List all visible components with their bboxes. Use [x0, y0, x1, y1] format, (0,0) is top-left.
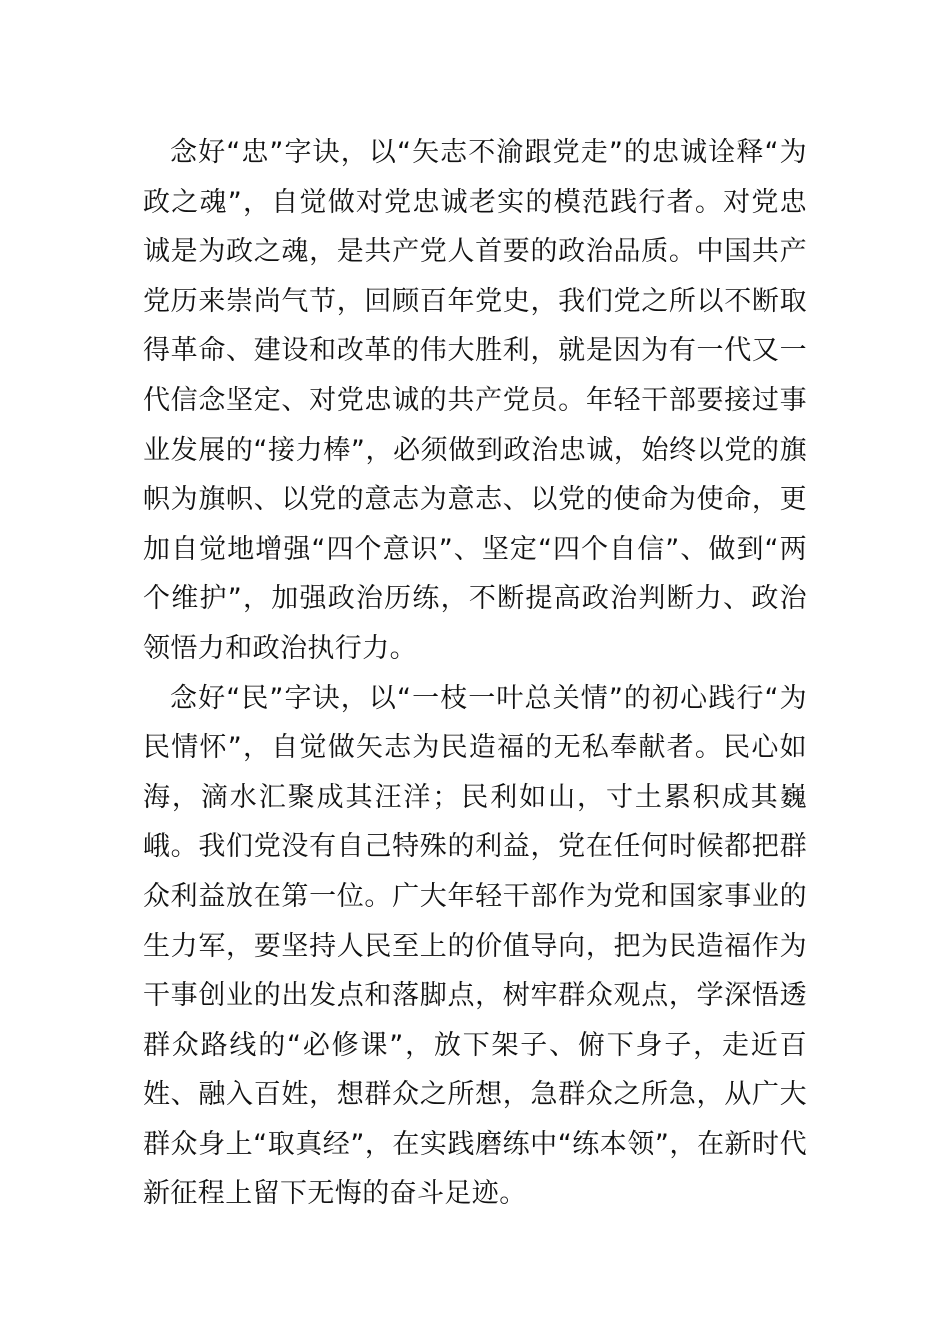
paragraph-people: 念好“民”字诀，以“一枝一叶总关情”的初心践行“为民情怀”，自觉做矢志为民造福的无私奉献者。民心如海，滴水汇聚成其汪洋；民利如山，寸土累积成其巍峨。我们党没有自己特殊的利益，党在任何时候都把群众利益放在第一位。广大年轻干部作为党和国家事业的生力军，要坚持人民至上的价值导向，把为民造福作为干事创业的出发点和落脚点，树牢群众观点，学深悟透群众路线的“必修课”，放下架子、俯下身子，走近百姓、融入百姓，想群众之所想，急群众之所急，从广大群众身上“取真经”，在实践磨练中“练本领”，在新时代新征程上留下无悔的奋斗足迹。	[143, 682, 807, 1210]
document-body	[143, 128, 807, 1219]
paragraph-loyalty: 念好“忠”字诀，以“矢志不渝跟党走”的忠诚诠释“为政之魂”，自觉做对党忠诚老实的模范践行者。对党忠诚是为政之魂，是共产党人首要的政治品质。中国共产党历来崇尚气节，回顾百年党史，我们党之所以不断取得革命、建设和改革的伟大胜利，就是因为有一代又一代信念坚定、对党忠诚的共产党员。年轻干部要接过事业发展的“接力棒”，必须做到政治忠诚，始终以党的旗帜为旗帜、以党的意志为意志、以党的使命为使命，更加自觉地增强“四个意识”、坚定“四个自信”、做到“两个维护”，加强政治历练，不断提高政治判断力、政治领悟力和政治执行力。	[143, 137, 807, 664]
